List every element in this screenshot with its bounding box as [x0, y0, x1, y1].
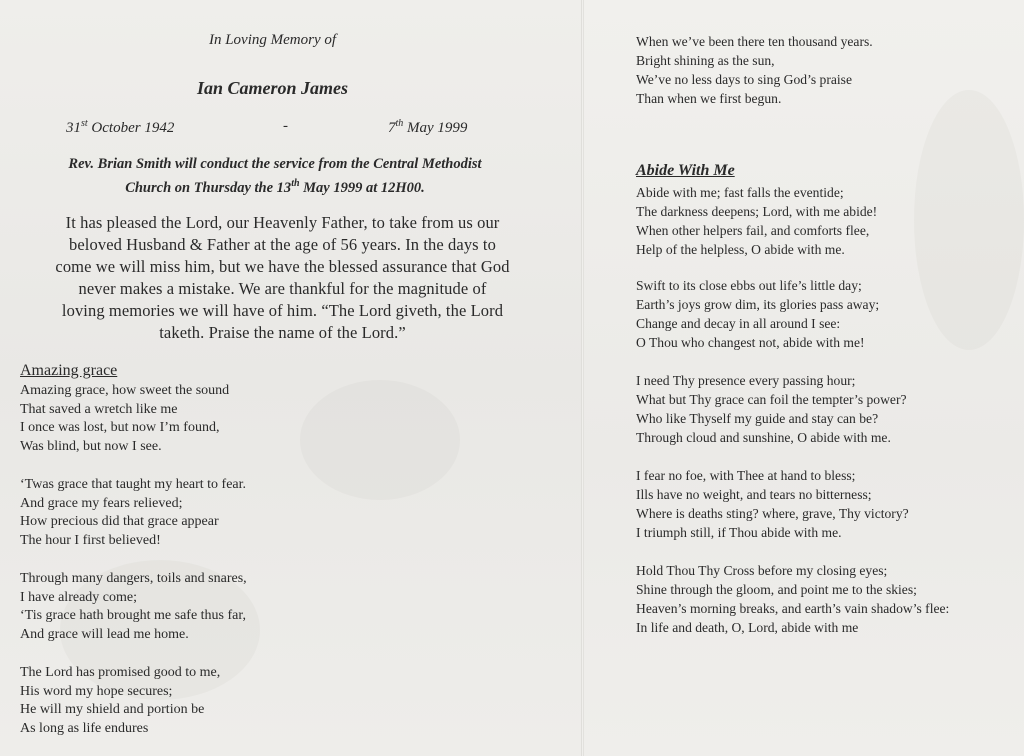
birth-date: 31st October 1942: [66, 118, 175, 136]
abide-with-me-title: Abide With Me: [636, 162, 735, 179]
date-separator: -: [283, 118, 288, 134]
service-notice: Rev. Brian Smith will conduct the service from the Central Methodist Church on Thursday the 13th May 1999 at 12H00.: [68, 156, 482, 196]
hymn-verse: Hold Thou Thy Cross before my closing eyes; Shine through the gloom, and point me to the skies; Heaven’s morning breaks, and earth’s vain shadow’s flee: In life and death, O, Lord, abide with me: [636, 563, 950, 635]
right-page: [584, 0, 1024, 756]
hymn-verse: The Lord has promised good to me, His word my hope secures; He will my shield and portion be As long as life endures: [20, 665, 221, 737]
hymn-verse: Through many dangers, toils and snares, I have already come; ‘Tis grace hath brought me safe thus far, And grace will lead me home.: [20, 571, 247, 643]
paper-stain: [300, 380, 460, 500]
hymn-verse: Abide with me; fast falls the eventide; The darkness deepens; Lord, with me abide! When other helpers fail, and comforts flee, Help of the helpless, O abide with me.: [636, 185, 878, 257]
paper-stain: [914, 90, 1024, 350]
hymn-verse: ‘Twas grace that taught my heart to fear. And grace my fears relieved; How precious did that grace appear The hour I first believed!: [20, 477, 247, 549]
hymn-verse: I need Thy presence every passing hour; What but Thy grace can foil the tempter’s power? Who like Thyself my guide and stay can be? Through cloud and sunshine, O abide with me.: [636, 373, 907, 445]
death-date: 7th May 1999: [388, 118, 468, 136]
hymn-verse: When we’ve been there ten thousand years. Bright shining as the sun, We’ve no less days to sing God’s praise Than when we first begun.: [636, 34, 873, 106]
memorial-heading: In Loving Memory of: [208, 32, 337, 48]
hymn-verse: I fear no foe, with Thee at hand to bless; Ills have no weight, and tears no bitterness; Where is deaths sting? where, grave, Thy victory? I triumph still, if Thou abide with me.: [636, 468, 909, 540]
tribute-paragraph: It has pleased the Lord, our Heavenly Father, to take from us our beloved Husband & Father at the age of 56 years. In the days to come we will miss him, but we have the blessed assurance that God never makes a mistake. We are thankful for the magnitude of loving memories we will have of him. “The Lord giveth, the Lord taketh. Praise the name of the Lord.”: [55, 213, 510, 342]
amazing-grace-title: Amazing grace: [20, 362, 118, 379]
hymn-verse: Amazing grace, how sweet the sound That saved a wretch like me I once was lost, but now I’m found, Was blind, but now I see.: [20, 383, 230, 455]
deceased-name: Ian Cameron James: [196, 78, 349, 98]
hymn-verse: Swift to its close ebbs out life’s little day; Earth’s joys grow dim, its glories pass away; Change and decay in all around I see: O Thou who changest not, abide with me!: [636, 278, 880, 350]
